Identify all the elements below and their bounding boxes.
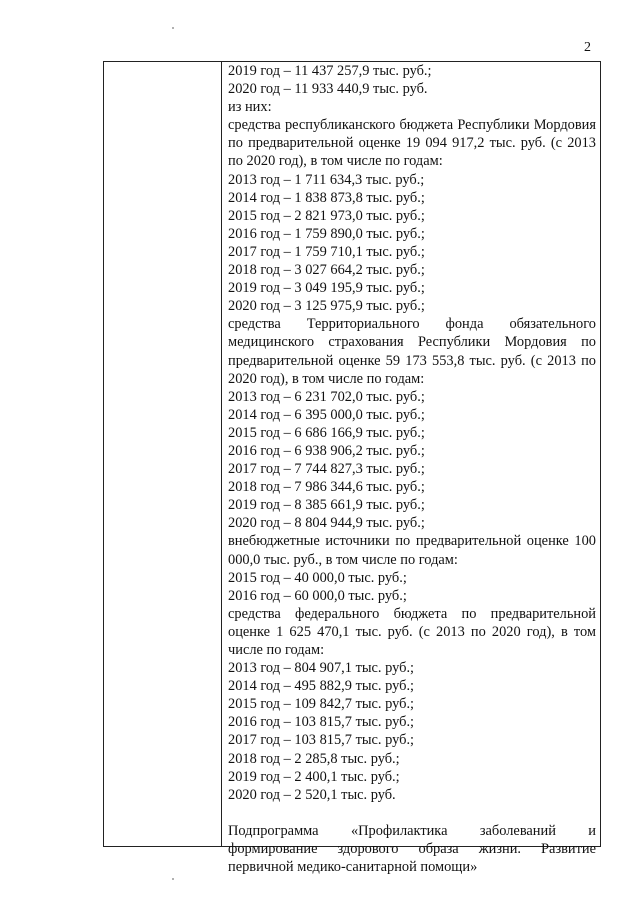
territorial-year-line: 2020 год – 8 804 944,9 тыс. руб.; (228, 515, 425, 532)
spacer (228, 804, 596, 822)
extrabudgetary-intro: внебюджетные источники по предварительной оценке 100 000,0 тыс. руб., в том числе по годам: (228, 533, 596, 568)
subprogram-title: Подпрограмма «Профилактика заболеваний и формирование здорового образа жизни. Развитие первичной медико-санитарной помощи» (228, 822, 596, 876)
republican-year-line: 2014 год – 1 838 873,8 тыс. руб.; (228, 189, 425, 206)
federal-year-line: 2014 год – 495 882,9 тыс. руб.; (228, 678, 415, 695)
territorial-year-line: 2017 год – 7 744 827,3 тыс. руб.; (228, 461, 425, 478)
territorial-year-line: 2016 год – 6 938 906,2 тыс. руб.; (228, 442, 425, 459)
from-them-label: из них: (228, 99, 272, 116)
scan-speck (172, 878, 174, 880)
funding-cell (228, 62, 596, 876)
extrabudgetary-year-line: 2016 год – 60 000,0 тыс. руб.; (228, 587, 407, 604)
program-table (103, 61, 601, 876)
page-number: 2 (584, 40, 591, 55)
federal-years-list (228, 659, 596, 804)
federal-year-line: 2020 год – 2 520,1 тыс. руб. (228, 786, 396, 803)
territorial-year-line: 2014 год – 6 395 000,0 тыс. руб.; (228, 406, 425, 423)
scan-speck (172, 27, 174, 29)
republican-year-line: 2015 год – 2 821 973,0 тыс. руб.; (228, 207, 425, 224)
republican-year-line: 2018 год – 3 027 664,2 тыс. руб.; (228, 262, 425, 279)
republican-year-line: 2017 год – 1 759 710,1 тыс. руб.; (228, 243, 425, 260)
total-2020-line: 2020 год – 11 933 440,9 тыс. руб. (228, 81, 428, 98)
total-2019-line: 2019 год – 11 437 257,9 тыс. руб.; (228, 63, 432, 79)
republican-year-line: 2013 год – 1 711 634,3 тыс. руб.; (228, 171, 425, 188)
extrabudgetary-year-line: 2015 год – 40 000,0 тыс. руб.; (228, 569, 407, 586)
federal-year-line: 2013 год – 804 907,1 тыс. руб.; (228, 660, 415, 677)
federal-year-line: 2016 год – 103 815,7 тыс. руб.; (228, 714, 415, 731)
republican-budget-intro: средства республиканского бюджета Республики Мордовия по предварительной оценке 19 094 917,2 тыс. руб. (с 2013 по 2020 год), в том числе по годам: (228, 117, 596, 170)
federal-year-line: 2018 год – 2 285,8 тыс. руб.; (228, 750, 400, 767)
territorial-fund-intro: средства Территориального фонда обязательного медицинского страхования Республики Мордовия по предварительной оценке 59 173 553,8 тыс. руб. (с 2013 по 2020 год), в том числе по годам: (228, 316, 596, 387)
territorial-year-line: 2013 год – 6 231 702,0 тыс. руб.; (228, 388, 425, 405)
republican-year-line: 2019 год – 3 049 195,9 тыс. руб.; (228, 280, 425, 297)
federal-budget-intro: средства федерального бюджета по предварительной оценке 1 625 470,1 тыс. руб. (с 2013 по 2020 год), в том числе по годам: (228, 605, 596, 658)
republican-year-line: 2020 год – 3 125 975,9 тыс. руб.; (228, 298, 425, 315)
extrabudgetary-years-list (228, 569, 596, 605)
territorial-years-list (228, 388, 596, 533)
republican-years-list (228, 171, 596, 316)
federal-year-line: 2017 год – 103 815,7 тыс. руб.; (228, 732, 415, 749)
federal-year-line: 2019 год – 2 400,1 тыс. руб.; (228, 768, 400, 785)
republican-year-line: 2016 год – 1 759 890,0 тыс. руб.; (228, 225, 425, 242)
territorial-year-line: 2019 год – 8 385 661,9 тыс. руб.; (228, 497, 425, 514)
federal-year-line: 2015 год – 109 842,7 тыс. руб.; (228, 696, 415, 713)
territorial-year-line: 2018 год – 7 986 344,6 тыс. руб.; (228, 479, 425, 496)
column-divider (221, 62, 222, 846)
territorial-year-line: 2015 год – 6 686 166,9 тыс. руб.; (228, 424, 425, 441)
